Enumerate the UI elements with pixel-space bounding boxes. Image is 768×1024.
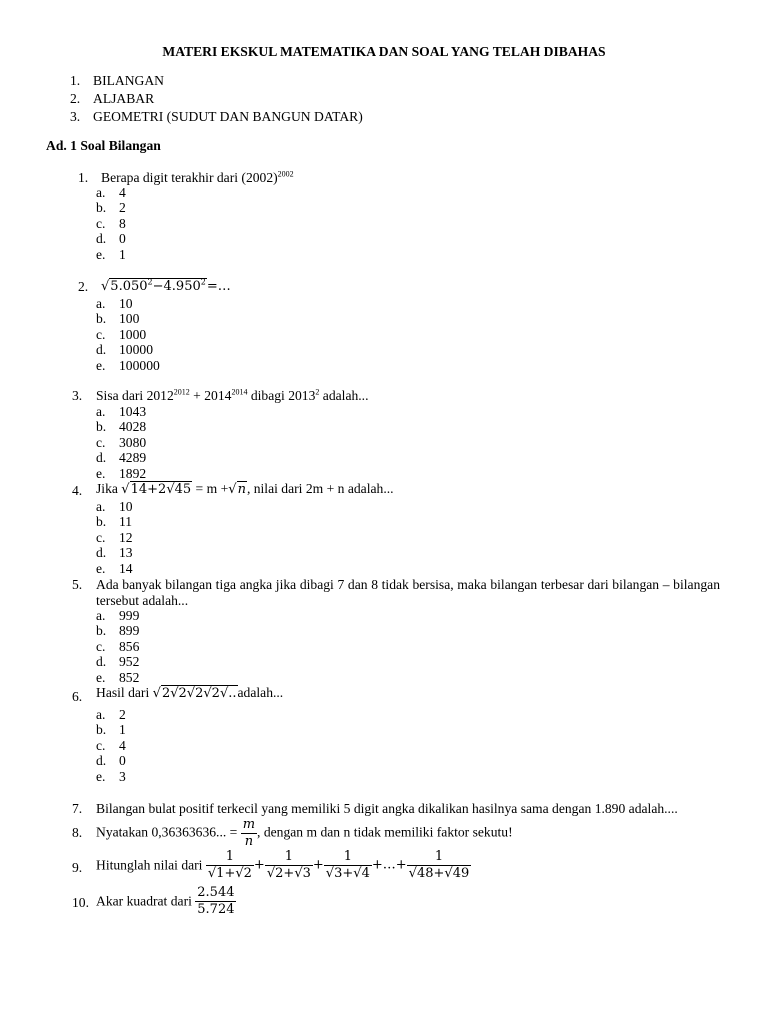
fraction: $\frac{m}{n}$ [242,817,256,849]
option-value: 999 [119,608,140,623]
option-letter: e. [96,669,106,685]
fraction: $\frac{1}{√48+√49}$ [408,849,470,881]
topic-number: 3. [70,109,81,124]
option-letter: e. [96,357,106,373]
option-value: 14 [119,560,133,576]
option-value: 852 [119,669,140,685]
question-number: 8. [72,825,83,840]
option-letter: d. [96,753,107,769]
option-letter: d. [96,450,107,466]
option-letter: c. [96,638,106,654]
option-letter: d. [96,545,107,561]
question-number: 5. [72,577,83,592]
question-10-expression: Akar kuadrat dari $\frac{2.544}{5.724}$ [96,885,235,917]
option-value: 2 [119,200,126,216]
topic-label: GEOMETRI (SUDUT DAN BANGUN DATAR) [93,109,363,124]
option-value: 2 [119,707,126,722]
option-letter: c. [96,737,106,753]
option-value: 4 [119,737,126,753]
question-8-text: Nyatakan 0,36363636... = $\frac{m}{n}$ , dengan m dan n tidak memiliki faktor sekutu! [96,817,513,849]
question-5-text: Ada banyak bilangan tiga angka jika dibagi 7 dan 8 tidak bersisa, maka bilangan terbesar dari bilangan – bilangan tersebut adalah... [96,577,720,608]
option-value: 100 [119,311,140,327]
option-letter: b. [96,419,107,435]
question-number: 2. [78,279,89,294]
topic-label: ALJABAR [93,91,155,106]
option-letter: a. [96,404,106,419]
option-letter: d. [96,654,107,670]
option-value: 11 [119,514,133,530]
option-value: 3 [119,768,126,784]
section-heading: Ad. 1 Soal Bilangan [46,138,161,153]
option-value: 1000 [119,326,147,342]
option-value: 856 [119,638,140,654]
question-3-text: Sisa dari $2012^{2012} + 2014^{2014}$ dibagi 2013$^2$ adalah... [96,387,369,403]
option-value: 4289 [119,450,147,466]
square-root: $√5.050^2-4.950^2$ [101,277,206,294]
option-letter: b. [96,514,107,530]
question-9-expression: Hitunglah nilai dari $\frac{1}{√1+√2}$ + $\frac{1}{√2+√3}$ + $\frac{1}{√3+√4}$ +…+ $\frac{1}{√48+√49}$ [96,849,470,881]
question-number: 1. [78,170,89,185]
question-number: 3. [72,388,83,403]
option-letter: c. [96,215,106,231]
option-value: 1 [119,246,126,262]
option-value: 10000 [119,342,153,358]
option-letter: c. [96,529,106,545]
option-value: 952 [119,654,140,670]
question-6-text: Hasil dari √2√2√2√2√..adalah... [96,685,284,701]
fraction: $\frac{1}{√2+√3}$ [266,849,311,881]
option-value: 12 [119,529,133,545]
square-root: √n [228,482,246,497]
option-value: 100000 [119,357,160,373]
option-value: 1892 [119,465,147,481]
option-value: 10 [119,296,133,311]
option-value: 1043 [119,404,147,419]
fraction: $\frac{1}{√3+√4}$ [325,849,370,881]
fraction: $\frac{1}{√1+√2}$ [207,849,252,881]
option-letter: e. [96,560,106,576]
question-number: 4. [72,483,83,498]
option-letter: e. [96,465,106,481]
option-letter: a. [96,185,106,200]
option-letter: a. [96,707,106,722]
question-2-expression: $√5.050^2-4.950^2=\dots$ [101,277,231,294]
question-number: 9. [72,860,83,875]
topic-number: 1. [70,73,81,88]
option-letter: c. [96,326,106,342]
option-letter: e. [96,246,106,262]
topic-number: 2. [70,91,81,106]
option-letter: a. [96,296,106,311]
square-root: √14+2√45 [121,482,192,497]
question-1-text [101,170,294,186]
option-letter: a. [96,499,106,514]
question-text: Berapa digit terakhir dari (2002) [101,170,278,185]
option-letter: b. [96,311,107,327]
option-letter: c. [96,434,106,450]
option-value: 899 [119,623,140,639]
option-value: 0 [119,753,126,769]
option-letter: b. [96,623,107,639]
option-letter: d. [96,342,107,358]
question-7-text: Bilangan bulat positif terkecil yang memiliki 5 digit angka dikalikan hasilnya sama dengan 1.890 adalah.... [96,801,678,816]
option-value: 4 [119,185,126,200]
option-value: 0 [119,231,126,247]
option-value: 8 [119,215,126,231]
option-value: 3080 [119,434,147,450]
topic-label: BILANGAN [93,73,164,88]
question-number: 10. [72,895,89,910]
fraction: $\frac{2.544}{5.724}$ [197,885,235,917]
option-letter: a. [96,608,106,623]
option-letter: b. [96,722,107,738]
option-letter: d. [96,231,107,247]
page-title: MATERI EKSKUL MATEMATIKA DAN SOAL YANG TELAH DIBAHAS [162,44,606,59]
option-value: 10 [119,499,133,514]
option-value: 13 [119,545,133,561]
question-number: 6. [72,689,83,704]
option-value: 4028 [119,419,147,435]
nested-square-root: √2√2√2√2√.. [152,686,237,701]
option-letter: b. [96,200,107,216]
option-value: 1 [119,722,126,738]
option-letter: e. [96,768,106,784]
question-number: 7. [72,801,83,816]
question-4-text: Jika √14+2√45 = m +√n, nilai dari 2m + n adalah... [96,481,394,497]
exponent: 2002 [277,169,294,179]
